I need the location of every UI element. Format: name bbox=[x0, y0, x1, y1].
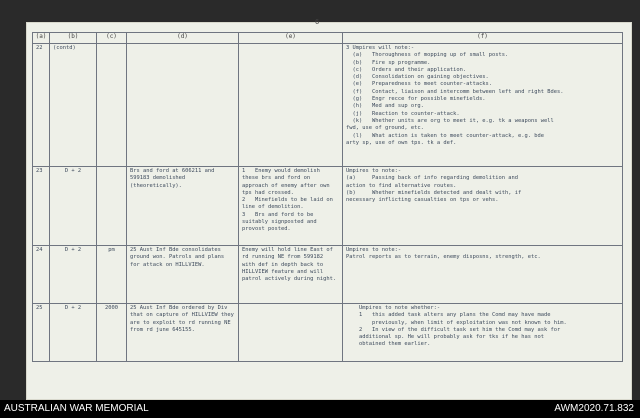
enemy-action-cell: 1 Enemy would demolish these brs and ford on approach of enemy after own tps had crossed. 2 Minefields to be laid on line of demolition. 3 Brs and ford to be suitably signposted and provost posted. bbox=[239, 167, 343, 246]
note-line: (g) Engr recce for possible minefields. bbox=[346, 96, 486, 103]
note-line: (a) Passing back of info regarding demolition and bbox=[346, 175, 519, 182]
table-row bbox=[33, 304, 623, 362]
note-line: action to find alternative routes. bbox=[346, 182, 457, 189]
event-cell bbox=[127, 44, 239, 167]
umpire-notes-cell bbox=[343, 304, 623, 362]
umpire-notes-cell bbox=[343, 246, 623, 304]
table-row bbox=[33, 246, 623, 304]
serial-cell: 23 bbox=[33, 167, 50, 246]
serial-cell: 24 bbox=[33, 246, 50, 304]
table-header-row bbox=[33, 33, 623, 44]
note-line: (d) Consolidation on gaining objectives. bbox=[346, 74, 489, 81]
table-row bbox=[33, 167, 623, 246]
note-line: (c) Orders and their application. bbox=[346, 66, 467, 73]
column-header-e: (e) bbox=[239, 33, 343, 44]
umpire-notes-cell bbox=[343, 167, 623, 246]
note-line: Umpires to note whether:- bbox=[346, 305, 441, 311]
note-line: (l) What action is taken to meet counter-attack, e.g. bde bbox=[346, 132, 544, 139]
note-line: Umpires to note:- bbox=[346, 168, 402, 174]
note-line: 1 this added task alters any plans the Comd may have made bbox=[346, 312, 551, 319]
time-cell: pm bbox=[97, 246, 127, 304]
note-line: arty sp, use of own tps. tk a def. bbox=[346, 139, 457, 146]
note-line: previously, when limit of exploitation was not known to him. bbox=[346, 319, 567, 326]
note-line: (h) Med and sup org. bbox=[346, 103, 424, 110]
event-cell: Brs and ford at 606211 and 599183 demolished (theoretically). bbox=[127, 167, 239, 246]
note-line: (f) Contact, liaison and intercomm between left and right Bdes. bbox=[346, 88, 564, 95]
note-line: (k) Whether units are org to meet it, e.g. tk a weapons well bbox=[346, 117, 554, 124]
column-header-f: (f) bbox=[343, 33, 623, 44]
time-cell: 2000 bbox=[97, 304, 127, 362]
page-number: 6 bbox=[315, 18, 320, 26]
enemy-action-cell bbox=[239, 44, 343, 167]
day-cell: D + 2 bbox=[50, 167, 97, 246]
column-header-b: (b) bbox=[50, 33, 97, 44]
note-line: Umpires to note:- bbox=[346, 247, 402, 253]
exercise-table bbox=[32, 32, 623, 362]
note-line: necessary inflicting casualties on tps or vehs. bbox=[346, 197, 499, 204]
serial-cell: 25 bbox=[33, 304, 50, 362]
day-cell: D + 2 bbox=[50, 304, 97, 362]
note-line: (j) Reaction to counter-attack. bbox=[346, 110, 460, 117]
umpire-notes-cell bbox=[343, 44, 623, 167]
archive-footer-band bbox=[0, 400, 640, 418]
note-line: Patrol reports as to terrain, enemy disposns, strength, etc. bbox=[346, 254, 541, 261]
column-header-c: (c) bbox=[97, 33, 127, 44]
day-cell: D + 2 bbox=[50, 246, 97, 304]
column-header-d: (d) bbox=[127, 33, 239, 44]
time-cell bbox=[97, 167, 127, 246]
note-line: (e) Preparedness to meet counter-attacks. bbox=[346, 81, 493, 88]
serial-cell: 22 bbox=[33, 44, 50, 167]
note-line: (b) Fire sp programme. bbox=[346, 59, 431, 66]
enemy-action-cell: Enemy will hold line East of rd running NE from 599182 with def in depth back to HILLVIEW feature and will patrol actively during night. bbox=[239, 246, 343, 304]
day-cell: (contd) bbox=[50, 44, 97, 167]
archive-credit: AUSTRALIAN WAR MEMORIAL bbox=[4, 403, 149, 414]
enemy-action-cell bbox=[239, 304, 343, 362]
note-line: additional sp. He will probably ask for tks if he has not bbox=[346, 334, 544, 341]
note-line: (b) Whether minefields detected and dealt with, if bbox=[346, 189, 522, 196]
note-line: obtained them earlier. bbox=[346, 341, 431, 348]
note-line: 2 In view of the difficult task set him the Comd may ask for bbox=[346, 326, 561, 333]
event-cell: 25 Aust Inf Bde ordered by Div that on capture of HILLVIEW they are to exploit to rd running NE from rd june 645155. bbox=[127, 304, 239, 362]
note-line: 3 Umpires will note:- bbox=[346, 45, 415, 51]
note-line: (a) Thoroughness of mopping up of small posts. bbox=[346, 52, 509, 59]
time-cell bbox=[97, 44, 127, 167]
note-line: fwd, use of ground, etc. bbox=[346, 125, 424, 132]
table-row bbox=[33, 44, 623, 167]
accession-number: AWM2020.71.832 bbox=[554, 403, 634, 414]
column-header-a: (a) bbox=[33, 33, 50, 44]
event-cell: 25 Aust Inf Bde consolidates ground won. Patrols and plans for attack on HILLVIEW. bbox=[127, 246, 239, 304]
